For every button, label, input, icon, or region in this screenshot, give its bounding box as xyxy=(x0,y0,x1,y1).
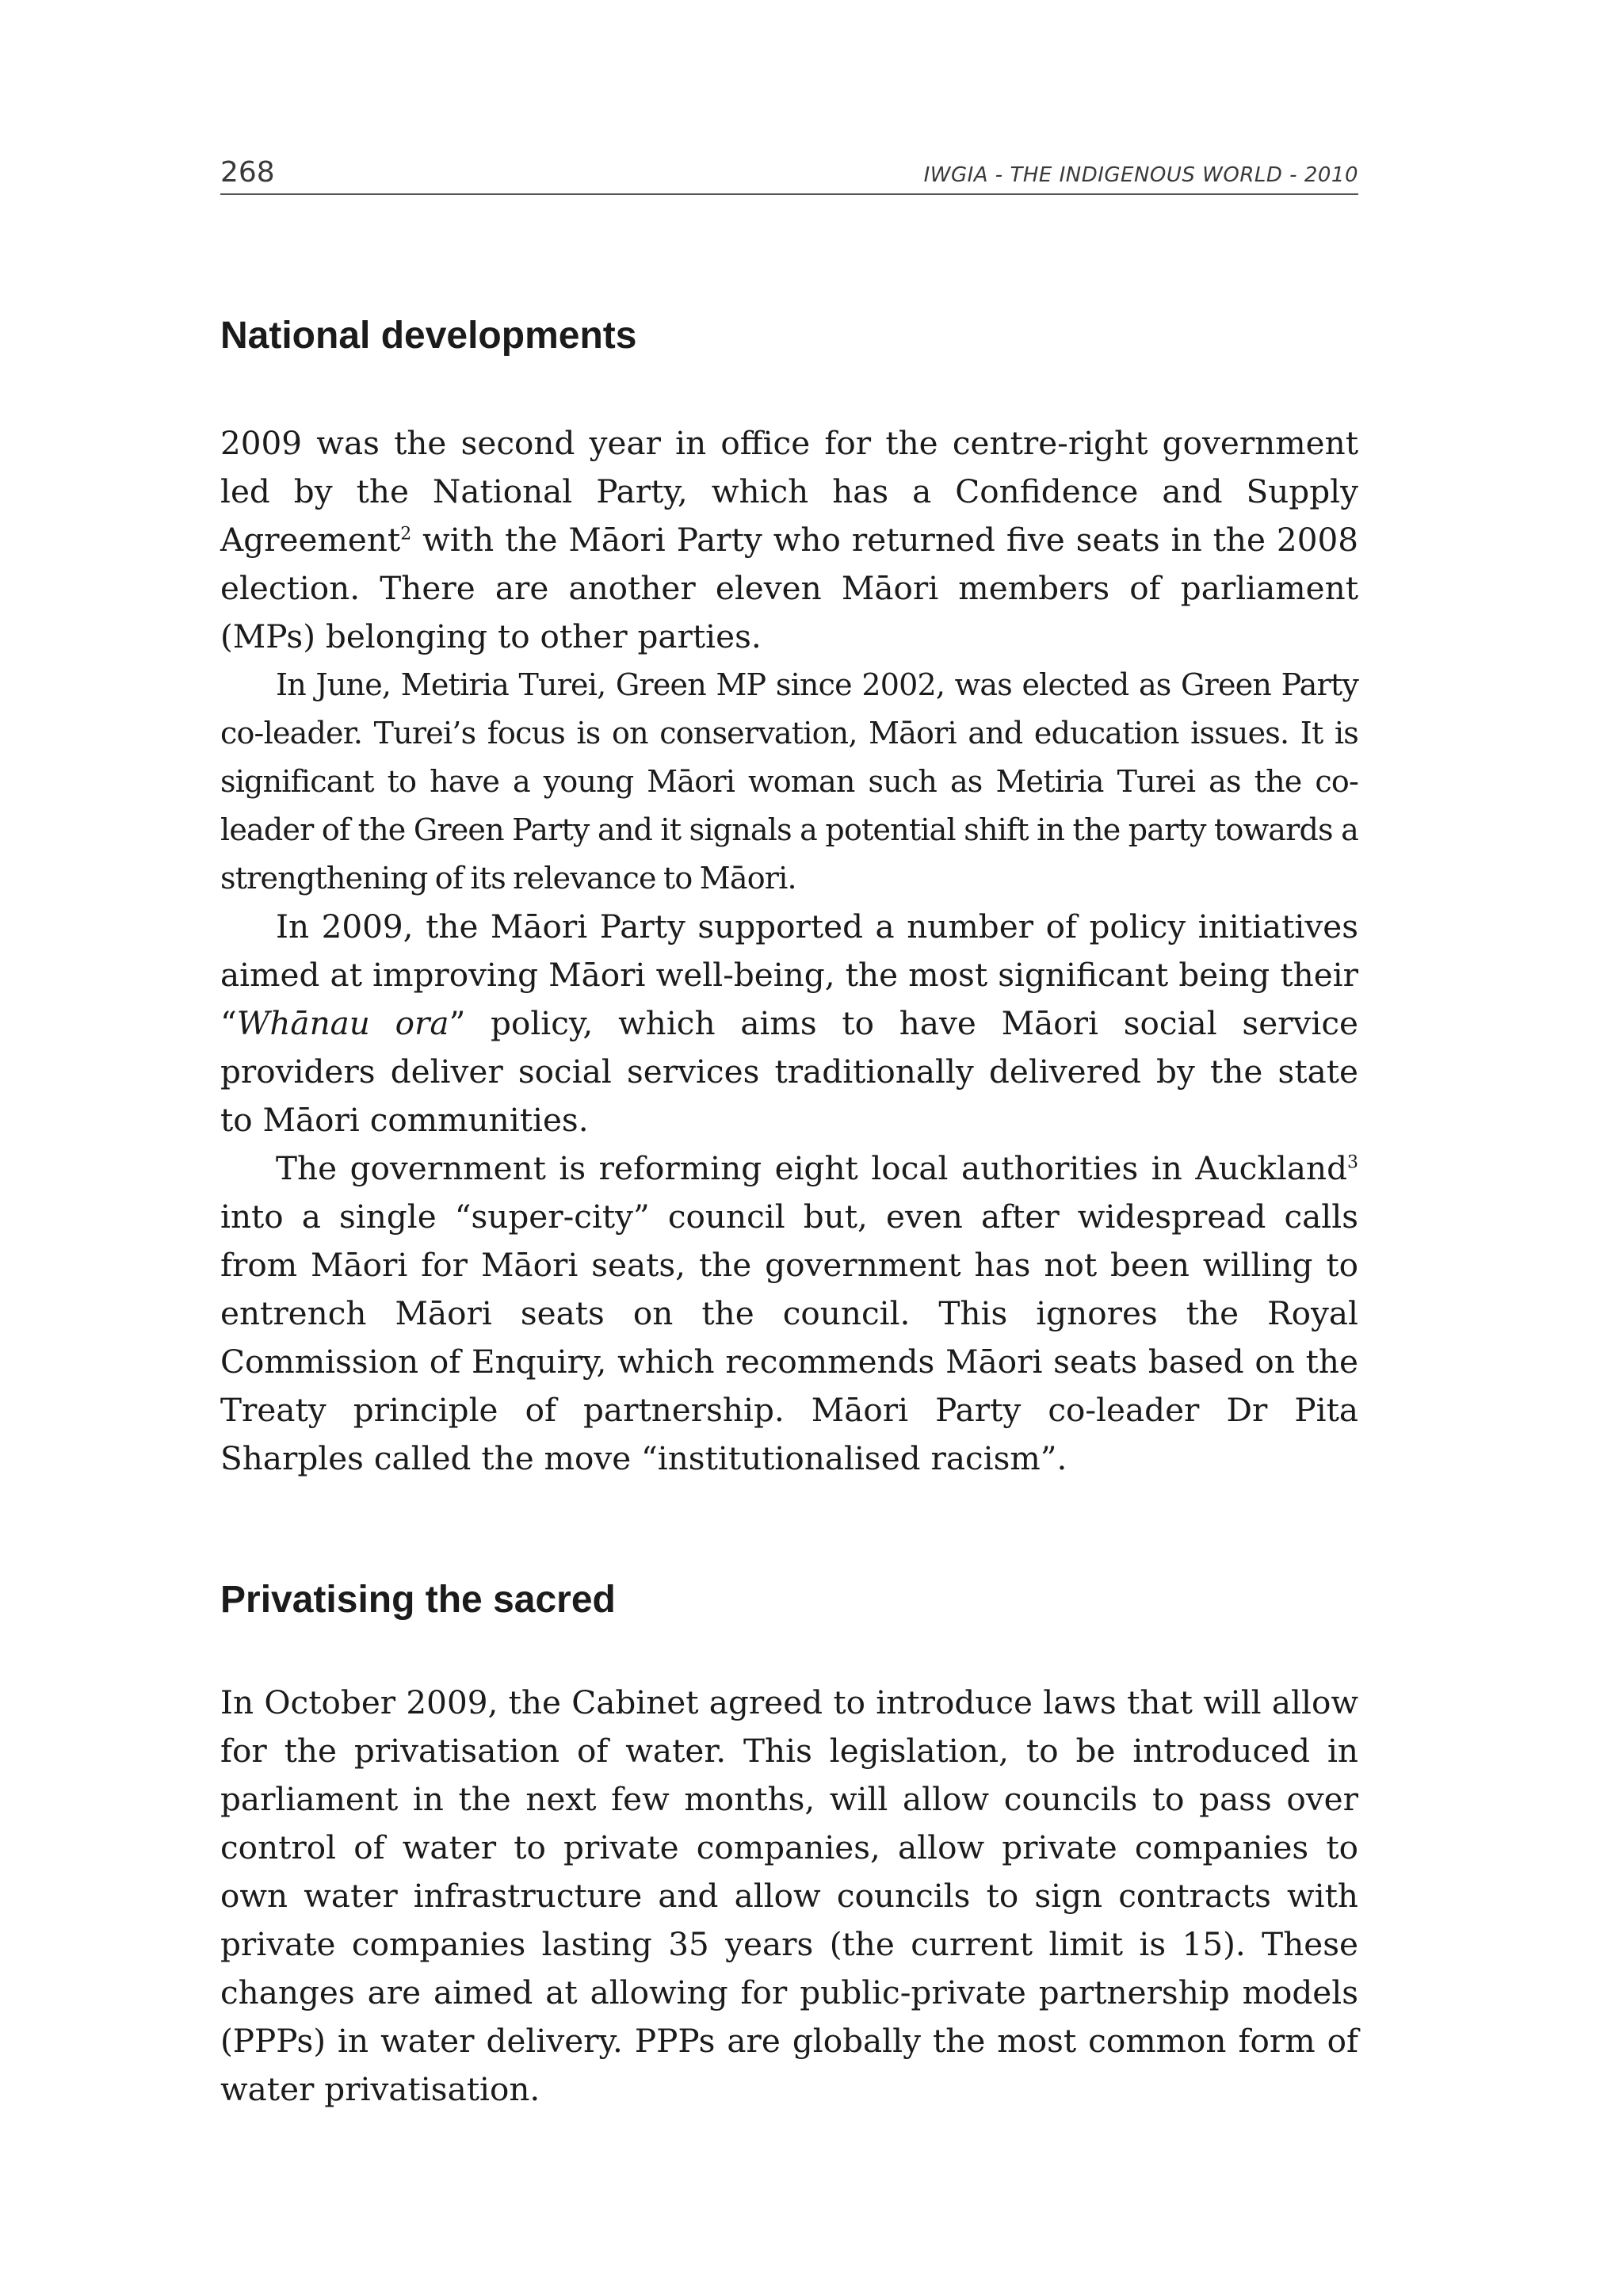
paragraph-text: with the Māori Party who returned five seats in the 2008 election. There are another eleven Māori members of parliament (MPs) belonging to other parties. xyxy=(220,521,1358,655)
running-header xyxy=(220,151,1358,195)
journal-title: IWGIA - THE INDIGENOUS WORLD - 2010 xyxy=(923,163,1358,187)
paragraph: In October 2009, the Cabinet agreed to introduce laws that will allow for the privatisation of water. This legislation, to be introduced in parliament in the next few months, will allow councils to pass over control of water to private companies, allow private companies to own water infrastructure and allow councils to sign contracts with private companies lasting 35 years (the current limit is 15). These changes are aimed at allowing for public-private partnership models (PPPs) in water delivery. PPPs are globally the most common form of water privatisation. xyxy=(220,1683,1358,2108)
paragraph-text: The government is reforming eight local authorities in Auckland xyxy=(276,1149,1347,1187)
paragraph: In June, Metiria Turei, Green MP since 2002, was elected as Green Party co-leader. Turei’s focus is on conservation, Māori and education issues. It is significant to have a young Māori woman such as Metiria Turei as the co-leader of the Green Party and it signals a potential shift in the party towards a strengthening of its relevance to Māori. xyxy=(220,667,1358,896)
section-heading-national-developments: National developments xyxy=(220,315,637,357)
paragraph xyxy=(220,903,1358,1144)
document-page xyxy=(220,151,1358,2114)
paragraph xyxy=(220,1144,1358,1483)
paragraph-text: ” policy, which aims to have Māori social service providers deliver social services traditionally delivered by the state to Māori communities. xyxy=(220,1004,1359,1139)
paragraph-text: into a single “super-city” council but, even after widespread calls from Māori for Māori seats, the government has not been willing to entrench Māori seats on the council. This ignores the Royal Commission of Enquiry, which recommends Māori seats based on the Treaty principle of partnership. Māori Party co-leader Dr Pita Sharples called the move “institutionalised racism”. xyxy=(220,1198,1358,1477)
page-number: 268 xyxy=(220,156,275,189)
paragraph-text: 2009 was the second year in office for the centre-right government led by the National Party, which has a Confidence and Supply Agreement xyxy=(220,424,1358,559)
footnote-ref: 3 xyxy=(1347,1152,1358,1173)
footnote-ref: 2 xyxy=(400,524,412,544)
emphasis-text: Whānau ora xyxy=(236,1004,449,1042)
section-heading-privatising-the-sacred: Privatising the sacred xyxy=(220,1579,616,1621)
paragraph xyxy=(220,419,1358,661)
paragraph-text: In 2009, the Māori Party supported a number of policy initiatives aimed at improving Māori well-being, the most significant being their “ xyxy=(220,907,1358,1042)
